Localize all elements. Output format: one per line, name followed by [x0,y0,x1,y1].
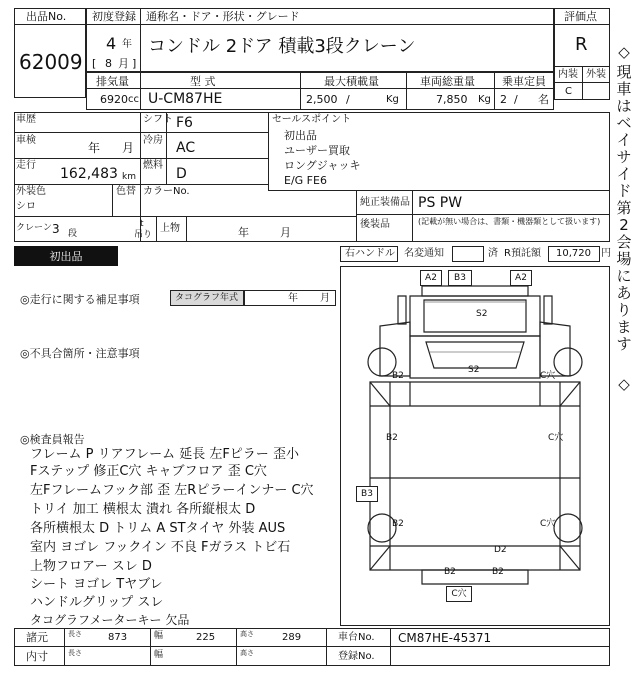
sales-point-3: ロングジャッキ [284,159,361,172]
side-char: す [616,335,632,353]
color-change-label: 色替 [116,186,136,197]
crane-stages: 3 [52,222,60,236]
side-diamond-top: ◇ [618,43,630,61]
tacho-month-unit: 月 [320,293,330,304]
gross-weight-value: 7,850 [436,93,468,106]
first-reg-year: 4 [106,34,117,53]
damage-b2-left-rear: B2 [392,519,404,529]
month-open: [ [92,57,97,70]
first-reg-label: 初度登録 [92,10,136,23]
aftermarket-note: (記載が無い場合は、書類・機器類として扱います) [418,217,601,226]
recycle-done-label: 済 [488,248,498,259]
side-char: 場 [616,250,632,268]
crane-label: クレーン [16,223,52,233]
crane-ton-unit: t [140,219,144,229]
defects-label: ◎不具合箇所・注意事項 [20,347,140,360]
side-char: ベ [616,114,632,132]
side-diamond-bottom: ◇ [618,375,630,393]
mileage-value: 162,483 [60,166,118,182]
interior-length-label: 長さ [68,649,82,657]
steering-value: 右ハンドル [345,248,395,259]
crane-stage-unit: 段 [68,229,78,239]
aftermarket-label: 後装品 [360,219,390,230]
damage-c-hole-right-rear: C穴 [540,519,556,529]
side-char: ま [616,318,632,336]
inspector-line-2: Fステップ 修正C穴 キャブフロア 歪 C穴 [30,464,267,479]
chassis-label: 車台No. [338,632,375,643]
side-char: サ [616,148,632,166]
inspector-line-7: 上物フロアー スレ D [30,559,152,574]
tacho-label: タコグラフ年式 [175,293,239,303]
max-load-unit: Kg [386,94,399,105]
color-value: シロ [16,201,36,212]
inspector-line-1: フレーム P リアフレーム 延長 左Fピラー 歪小 [30,447,299,462]
height-label: 高さ [240,630,254,638]
cooling-value: AC [176,140,196,156]
damage-s2-cab: S2 [476,309,488,319]
km-unit: km [122,172,136,182]
tacho-year-unit: 年 [288,293,298,304]
recycle-fee-label: R預託額 [504,248,541,259]
mileage-label: 走行 [16,160,36,171]
yen-unit: 円 [601,248,611,259]
sales-point-label: セールスポイント [272,114,352,125]
inspector-label: ◎検査員報告 [20,433,85,446]
side-char: 車 [616,80,632,98]
upper-month-unit: 月 [280,226,291,239]
color-no-label: カラーNo. [143,186,190,197]
registration-label: 登録No. [338,651,375,662]
dimensions-box [14,628,610,666]
max-load-value: 2,500 [306,93,338,106]
max-load-slash: / [346,93,350,106]
capacity-label: 乗車定員 [502,75,546,88]
side-char: 第 [616,199,632,217]
side-char: ド [616,182,632,200]
inspector-line-4: トリイ 加工 横根太 潰れ 各所縦根太 D [30,502,256,517]
side-char: イ [616,131,632,149]
car-name: コンドル 2ドア 積載3段クレーン [148,36,416,57]
damage-b2-left-deck: B2 [386,433,398,443]
month-unit: 月 [118,57,129,70]
damage-b2-left-cab: B2 [392,371,404,381]
damage-c-hole-right-deck: C穴 [548,433,564,443]
spec-label: 諸元 [26,631,48,644]
damage-b2-rear-right: B2 [492,567,504,577]
shift-value: F6 [176,115,193,131]
recycle-fee-value: 10,720 [556,248,591,259]
model-label: 型 式 [190,75,216,88]
shift-label: シフト [143,114,173,125]
side-char: あ [616,284,632,302]
exterior-label: 外装 [586,69,606,80]
sales-point-1: 初出品 [284,129,317,142]
height-value: 289 [282,632,302,643]
width-label: 幅 [154,631,164,641]
name-label: 通称名・ドア・形状・グレード [146,10,300,23]
side-char: 会 [616,233,632,251]
side-notice-text [612,64,636,353]
damage-s2-floor: S2 [468,365,480,375]
damage-b2-rear-left: B2 [444,567,456,577]
inspector-line-5: 各所横根太 D トリム A STタイヤ 外装 AUS [30,521,286,536]
displacement-label: 排気量 [96,75,129,88]
side-char: 現 [616,63,632,81]
cc-unit: cc [128,94,139,105]
score-value: R [575,34,588,55]
equipment-label: 純正装備品 [360,197,410,208]
fuel-value: D [176,166,187,182]
fuel-label: 燃料 [143,160,163,171]
length-label: 長さ [68,630,82,638]
inspection-year-unit: 年 [88,141,101,155]
diagram-tag-a2-left: A2 [420,270,442,286]
max-load-label: 最大積載量 [324,75,379,88]
length-value: 873 [108,632,128,643]
gross-weight-label: 車両総重量 [420,75,475,88]
side-char: り [616,301,632,319]
capacity-value: 2 [500,93,507,106]
history-label: 車歴 [16,114,36,125]
diagram-tag-b3-side: B3 [356,486,378,502]
truck-diagram [340,266,610,626]
upper-label: 上物 [160,223,180,234]
diagram-tag-b3-top: B3 [448,270,472,286]
month-close: ] [132,57,137,70]
side-char: は [616,97,632,115]
interior-width-label: 幅 [154,650,164,660]
side-char: に [616,267,632,285]
chassis-number: CM87HE-45371 [398,631,492,645]
damage-c-hole-right-cab: C穴 [540,371,556,381]
interior-height-label: 高さ [240,649,254,657]
model-value: U-CM87HE [148,91,223,107]
sales-point-4: E/G FE6 [284,174,327,187]
side-char: イ [616,165,632,183]
color-label: 外装色 [16,186,46,197]
interior-score: C [565,86,572,97]
driving-notes-label: ◎走行に関する補足事項 [20,293,140,306]
damage-d2-deck: D2 [494,545,507,555]
inspector-line-10: タコグラフメーターキー 欠品 [30,613,190,627]
inspection-label: 車検 [16,135,36,146]
score-label: 評価点 [564,10,597,23]
displacement-value: 6920 [100,93,128,106]
gross-weight-unit: Kg [478,94,491,105]
crane-ton-label: 吊り [134,230,153,240]
equipment-value: PS PW [418,195,463,211]
cooling-label: 冷房 [143,135,163,146]
diagram-tag-c-hole-rear: C穴 [446,586,472,602]
name-change-box [452,246,484,262]
side-char: 2 [619,216,629,234]
capacity-slash: / [514,93,518,106]
lot-label: 出品No. [26,10,67,23]
sales-point-2: ユーザー買取 [284,144,350,157]
upper-year-unit: 年 [238,226,249,239]
first-reg-month: 8 [105,57,112,70]
year-unit: 年 [122,39,132,50]
interior-label: 内装 [558,69,578,80]
interior-dim-label: 内寸 [26,650,48,663]
first-listing-badge: 初出品 [14,246,118,266]
inspector-line-3: 左Fフレームフック部 歪 左Rピラーインナー C穴 [30,483,314,498]
inspector-line-9: ハンドルグリップ スレ [30,595,164,610]
lot-number: 62009 [19,50,83,74]
name-change-label: 名変通知 [404,248,444,259]
diagram-tag-a2-right: A2 [510,270,532,286]
width-value: 225 [196,632,216,643]
inspector-line-6: 室内 ヨゴレ フックイン 不良 Fガラス トビ石 [30,540,291,555]
inspector-line-8: シート ヨゴレ Tヤブレ [30,577,163,592]
inspection-month-unit: 月 [122,141,135,155]
capacity-unit: 名 [538,93,549,106]
